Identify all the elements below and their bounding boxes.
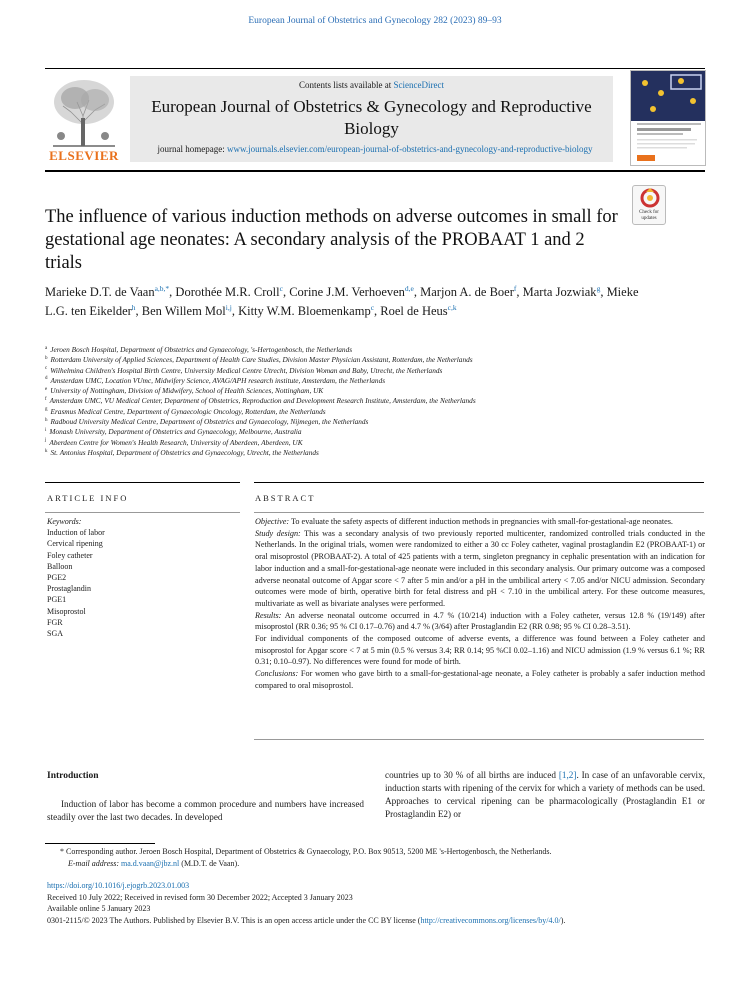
email-label: E-mail address: bbox=[68, 859, 122, 868]
affiliation-item bbox=[45, 386, 665, 396]
author-affiliation-sup[interactable]: i,j bbox=[225, 302, 232, 312]
author-affiliation-sup[interactable]: c bbox=[370, 302, 375, 312]
author-affiliation-sup[interactable]: c,k bbox=[447, 302, 457, 312]
keyword-item: Induction of labor bbox=[47, 528, 105, 538]
design-label: Study design: bbox=[255, 528, 301, 538]
article-info-heading: ARTICLE INFO bbox=[47, 493, 129, 503]
introduction-right-column bbox=[385, 769, 705, 821]
keyword-item: Foley catheter bbox=[47, 550, 93, 560]
journal-cover-thumbnail[interactable] bbox=[630, 70, 706, 166]
affiliation-key: g bbox=[45, 407, 48, 413]
affiliation-key: d bbox=[45, 376, 48, 382]
abstract-heading: ABSTRACT bbox=[255, 493, 316, 503]
footnotes bbox=[60, 846, 720, 870]
author-affiliation-sup[interactable]: f bbox=[513, 283, 517, 293]
received-dates: Received 10 July 2022; Received in revised form 30 December 2022; Accepted 3 January 2023 bbox=[47, 892, 353, 902]
author-affiliation-sup[interactable]: g bbox=[596, 283, 601, 293]
keyword-item: PGE2 bbox=[47, 573, 67, 583]
affiliation-list bbox=[45, 345, 665, 458]
keyword-item: SGA bbox=[47, 629, 64, 639]
abstract-conclusions bbox=[255, 668, 705, 691]
journal-cover-icon bbox=[631, 71, 706, 166]
results-label: Results: bbox=[255, 610, 282, 620]
affiliation-key: j bbox=[45, 438, 47, 444]
intro-text-part: countries up to 30 % of all births are induced bbox=[385, 770, 559, 780]
affiliation-key: k bbox=[45, 448, 48, 454]
citation-link[interactable]: [1,2] bbox=[558, 770, 577, 780]
keyword-item: Misoprostol bbox=[47, 606, 86, 616]
affiliation-item bbox=[45, 376, 665, 386]
affiliation-text: Amsterdam UMC, Location VUmc, Midwifery Science, AVAG/APH research institute, Amsterdam, the Netherlands bbox=[50, 375, 386, 385]
affiliation-key: f bbox=[45, 397, 47, 403]
article-info-divider bbox=[45, 482, 240, 483]
license-text-end: ). bbox=[560, 915, 566, 925]
keywords-title: Keywords: bbox=[47, 517, 82, 526]
author-name[interactable]: Roel de Heus bbox=[380, 303, 448, 318]
abstract-end-divider bbox=[254, 739, 704, 740]
design-text: This was a secondary analysis of two previously reported multicenter, randomized controlled trials conducted in the Netherlands. In the original trials, women were randomized to either a 30 cc Foley catheter, vaginal prostaglandin E2 (PROBAAT-1) or oral misoprostol (PROBAAT-2). A total of 425 patients with a term, singleton pregnancy in cephalic presentation with an indication for labor induction and a small-for-gestational-age neonate were included in this secondary analysis. Our primary outcome was a composed adverse neonatal outcome of Apgar score < 7 after 5 min and/or a pH in the umbilical artery < 7.05 and/or NICU admission. Secondary outcomes were mode of birth, operative birth for fetal distress and pH < 7.10 in the umbilical artery. For these outcome measures, multivariate as well as bivariate analyses were performed. bbox=[255, 528, 705, 608]
affiliation-key: i bbox=[45, 427, 47, 433]
affiliation-text: Wilhelmina Children's Hospital Birth Centre, University Medical Centre Utrecht, Division Woman and Baby, Utrecht, the Netherlands bbox=[50, 365, 443, 375]
journal-title: European Journal of Obstetrics & Gynecology and Reproductive Biology bbox=[151, 97, 592, 138]
contents-available-line bbox=[130, 80, 613, 90]
author-name[interactable]: Marta Jozwiak bbox=[522, 285, 597, 299]
affiliation-text: Amsterdam UMC, VU Medical Center, Department of Obstetrics, Reproduction and Development Research Institute, Amsterdam, the Netherlands bbox=[49, 396, 476, 406]
abstract-objective bbox=[255, 516, 705, 528]
author-name[interactable]: Marieke D.T. de Vaan bbox=[45, 285, 155, 299]
abstract-subdivider bbox=[254, 512, 704, 513]
author-affiliation-sup[interactable]: a,b,* bbox=[154, 283, 170, 293]
affiliation-key: a bbox=[45, 345, 48, 351]
affiliation-item bbox=[45, 345, 665, 355]
journal-reference[interactable]: European Journal of Obstetrics and Gynecology 282 (2023) 89–93 bbox=[248, 16, 502, 26]
author-affiliation-sup[interactable]: h bbox=[131, 302, 136, 312]
email-note bbox=[60, 858, 720, 870]
footnote-divider bbox=[45, 843, 155, 844]
elsevier-tree-icon bbox=[45, 76, 123, 148]
keyword-item: Balloon bbox=[47, 561, 73, 571]
keyword-item: Prostaglandin bbox=[47, 584, 91, 594]
author-affiliation-sup[interactable]: d,e bbox=[404, 283, 414, 293]
author-name[interactable]: Marjon A. de Boer bbox=[420, 285, 514, 299]
affiliation-item bbox=[45, 427, 665, 437]
author-name[interactable]: Dorothée M.R. Croll bbox=[175, 285, 280, 299]
affiliation-item bbox=[45, 438, 665, 448]
affiliation-key: e bbox=[45, 386, 48, 392]
email-suffix: (M.D.T. de Vaan). bbox=[179, 859, 240, 868]
doi-link[interactable]: https://doi.org/10.1016/j.ejogrb.2023.01.003 bbox=[47, 881, 190, 890]
keyword-item: Cervical ripening bbox=[47, 539, 103, 549]
abstract-divider bbox=[254, 482, 704, 483]
available-online: Available online 5 January 2023 bbox=[47, 904, 151, 913]
abstract-body bbox=[255, 516, 705, 692]
affiliation-item bbox=[45, 448, 665, 458]
author-name[interactable]: Ben Willem Mol bbox=[141, 303, 226, 318]
contents-prefix: Contents lists available at bbox=[299, 80, 394, 90]
author-name[interactable]: Mieke L.G. ten Eikelder bbox=[45, 285, 639, 318]
author-affiliation-sup[interactable]: c bbox=[279, 283, 283, 293]
affiliation-item bbox=[45, 355, 665, 365]
conclusions-text: For women who gave birth to a small-for-gestational-age neonate, a Foley catheter is probably a safer induction method compared to oral misoprostol. bbox=[255, 669, 705, 690]
abstract-design bbox=[255, 528, 705, 610]
elsevier-wordmark: ELSEVIER bbox=[49, 148, 119, 163]
affiliation-text: Rotterdam University of Applied Sciences, Department of Health Care Studies, Division Master Physician Assistant, Rotterdam, the Netherlands bbox=[50, 355, 473, 365]
author-list: Marieke D.T. de Vaan$^{a,b,*}$, Dorothée M.R. Croll$^c$, Corine J.M. Verhoeven$^{d,e}$, Marjon A. de Boer$^f$, Marta Jozwiak$^g$, Mieke L.G. ten Eikelder$^h$, Ben Willem Mol$^{i,j}$, Kitty W.M. Bloemenkamp$^c$, Roel de Heus$^{c,k}$ bbox=[45, 283, 639, 318]
email-link[interactable]: ma.d.vaan@jbz.nl bbox=[121, 859, 180, 868]
author-name[interactable]: Kitty W.M. Bloemenkamp bbox=[238, 303, 371, 318]
article-info-subdivider bbox=[45, 512, 240, 513]
affiliation-item bbox=[45, 396, 665, 406]
affiliation-text: Jeroen Bosch Hospital, Department of Obstetrics and Gynaecology, 's-Hertogenbosch, the Netherlands bbox=[50, 345, 353, 354]
check-updates-icon bbox=[633, 186, 667, 208]
author-name[interactable]: Corine J.M. Verhoeven bbox=[289, 285, 405, 299]
license-text: 0301-2115/© 2023 The Authors. Published by Elsevier B.V. This is an open access article under the CC BY license ( bbox=[47, 915, 421, 925]
affiliation-key: b bbox=[45, 355, 48, 361]
intro-text-part: . In case of an unfavorable cervix, induction starts with ripening of the cervix for which a variety of methods can be used. Approaches to cervical ripening can be pharmacologically (Prostaglandin E1 or Prostaglandin E2) or bbox=[385, 770, 705, 819]
conclusions-label: Conclusions: bbox=[255, 669, 299, 679]
keyword-item: PGE1 bbox=[47, 595, 67, 605]
publication-info bbox=[47, 880, 747, 926]
keywords-block bbox=[47, 516, 237, 639]
abstract-results-2: For individual components of the composed outcome of adverse events, a difference was found between a Foley catheter and misoprostol for Apgar score < 7 at 5 min (0.5 % versus 3.4; RR 0.14; 95 %CI 0.02–1.16) and NICU admission (1.9 % versus 6.1 %; RR 0.31; 0.10–0.97). No differences were found for mode of birth. bbox=[255, 634, 705, 667]
affiliation-text: University of Nottingham, Division of Midwifery, School of Health Sciences, Nottingham, UK bbox=[50, 386, 324, 396]
keyword-item: FGR bbox=[47, 617, 63, 627]
affiliation-text: Aberdeen Centre for Women's Health Research, University of Aberdeen, Aberdeen, UK bbox=[49, 437, 303, 447]
journal-homepage-link[interactable]: www.journals.elsevier.com/european-journal-of-obstetrics-and-gynecology-and-reproductive-biology bbox=[226, 144, 593, 154]
abstract-results bbox=[255, 610, 705, 633]
license-link[interactable]: http://creativecommons.org/licenses/by/4.0/ bbox=[420, 915, 561, 925]
objective-label: Objective: bbox=[255, 517, 290, 526]
affiliation-text: Monash University, Department of Obstetrics and Gynaecology, Melbourne, Australia bbox=[49, 427, 302, 437]
article-title: The influence of various induction methods on adverse outcomes in small for gestational age neonates: A secondary analysis of the PROBAAT 1 and 2 trials bbox=[45, 207, 618, 273]
license-line bbox=[47, 915, 747, 927]
affiliation-key: h bbox=[45, 417, 48, 423]
header-divider-top bbox=[45, 68, 705, 69]
objective-text: To evaluate the safety aspects of different induction methods in pregnancies with small-for-gestational-age neonates. bbox=[289, 517, 673, 526]
header-divider-bottom bbox=[45, 170, 705, 172]
sciencedirect-link[interactable]: ScienceDirect bbox=[393, 80, 444, 90]
homepage-prefix: journal homepage: bbox=[157, 144, 227, 154]
affiliation-key: c bbox=[45, 366, 48, 372]
affiliation-text: St. Antonius Hospital, Department of Obstetrics and Gynaecology, Utrecht, the Netherlands bbox=[50, 447, 319, 457]
affiliation-item bbox=[45, 366, 665, 376]
affiliation-item bbox=[45, 417, 665, 427]
affiliation-text: Erasmus Medical Centre, Department of Gynaecologic Oncology, Rotterdam, the Netherlands bbox=[50, 406, 326, 416]
affiliation-text: Radboud University Medical Centre, Department of Obstetrics and Gynaecology, Nijmegen, the Netherlands bbox=[50, 417, 369, 427]
affiliation-item bbox=[45, 407, 665, 417]
check-updates-label: Check for updates bbox=[639, 210, 659, 221]
introduction-left-column: Induction of labor has become a common procedure and numbers have increased steadily over the last two decades. In developed bbox=[47, 799, 364, 822]
corresponding-author-note: * Corresponding author. Jeroen Bosch Hospital, Department of Obstetrics & Gynaecology, P.O. Box 90513, 5200 ME 's-Hertogenbosch, the Netherlands. bbox=[60, 847, 552, 856]
introduction-heading: Introduction bbox=[47, 771, 99, 781]
journal-homepage-line bbox=[138, 143, 612, 155]
results-text: An adverse neonatal outcome occurred in 4.7 % (10/214) induction with a Foley catheter, versus 12.8 % (19/149) after misoprostol (RR 0.36; 95 % CI 0.17–0.76) and 4.7 % (3/64) after Prostaglandin E2 (RR 0.98; 95 % CI 0.28–3.51). bbox=[255, 610, 705, 632]
